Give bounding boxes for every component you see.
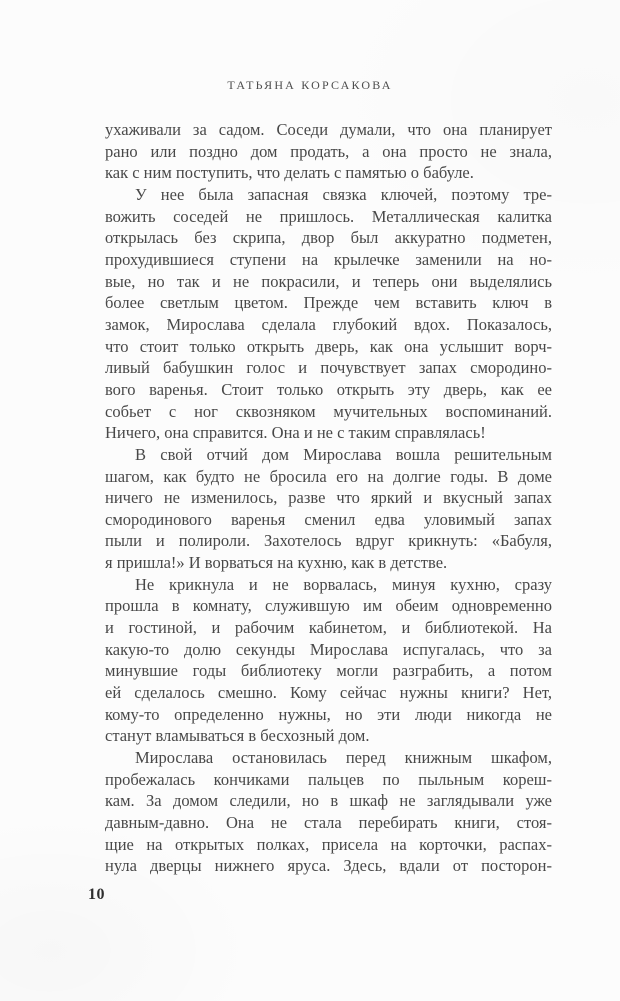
text-line: собьет с ног сквозняком мучительных воспоминаний.: [105, 401, 552, 421]
text-line: какую-то долю секунды Мирослава испугалась, что за: [105, 639, 552, 659]
text-line: В свой отчий дом Мирослава вошла решительным: [135, 444, 552, 464]
text-line: У нее была запасная связка ключей, поэтому тре-: [135, 184, 552, 204]
text-line: кам. За домом следили, но в шкаф не заглядывали уже: [105, 791, 552, 811]
text-line: пыли и полироли. Захотелось вдруг крикнуть: «Бабуля,: [105, 531, 552, 551]
text-line: ухаживали за садом. Соседи думали, что она планирует: [105, 120, 552, 139]
text-line: прошла в комнату, служившую им обеим одновременно: [105, 596, 552, 616]
body-text: [105, 119, 552, 877]
text-line: ей сделалось смешно. Кому сейчас нужны книги? Нет,: [105, 683, 552, 703]
text-line: прохудившиеся ступени на крылечке заменили на но-: [105, 249, 552, 269]
text-line: Ничего, она справится. Она и не с таким справлялась!: [105, 423, 486, 443]
text-line: смородинового варенья сменил едва уловимый запах: [105, 509, 552, 529]
text-line: минувшие годы библиотеку могли разграбить, а потом: [105, 661, 552, 681]
text-line: что стоит только открыть дверь, как она услышит ворч-: [105, 336, 552, 356]
text-line: щие на открытых полках, присела на корточки, распах-: [105, 834, 552, 854]
text-line: открылась без скрипа, двор был аккуратно подметен,: [105, 228, 552, 248]
text-line: замок, Мирослава сделала глубокий вдох. Показалось,: [105, 314, 552, 334]
text-line: шагом, как будто не бросила его на долгие годы. В доме: [105, 466, 552, 486]
text-line: нула дверцы нижнего яруса. Здесь, вдали от посторон-: [105, 856, 552, 876]
text-line: рано или поздно дом продать, а она просто не знала,: [105, 141, 552, 161]
text-line: вого варенья. Стоит только открыть эту дверь, как ее: [105, 379, 552, 399]
text-line: станут вламываться в бесхозный дом.: [105, 726, 370, 746]
text-line: ливый бабушкин голос и почувствует запах смородино-: [105, 358, 552, 378]
text-line: ничего не изменилось, разве что яркий и вкусный запах: [105, 488, 552, 508]
text-line: давным-давно. Она не стала перебирать книги, стоя-: [105, 813, 552, 832]
text-line: вожить соседей не пришлось. Металлическая калитка: [105, 206, 552, 226]
running-header: ТАТЬЯНА КОРСАКОВА: [227, 78, 393, 92]
text-line: как с ним поступить, что делать с памятью о бабуле.: [105, 163, 474, 183]
page-number: 10: [88, 886, 105, 903]
text-line: я пришла!» И ворваться на кухню, как в детстве.: [105, 553, 448, 573]
text-line: более светлым цветом. Прежде чем вставить ключ в: [105, 293, 552, 313]
text-line: вые, но так и не покрасили, и теперь они выделялись: [105, 271, 552, 291]
text-line: и гостиной, и рабочим кабинетом, и библиотекой. На: [105, 618, 552, 638]
text-line: пробежалась кончиками пальцев по пыльным кореш-: [105, 769, 552, 789]
text-line: Не крикнула и не ворвалась, минуя кухню, сразу: [135, 574, 552, 594]
text-line: кому-то определенно нужны, но эти люди никогда не: [105, 704, 552, 724]
text-line: Мирослава остановилась перед книжным шкафом,: [135, 748, 552, 768]
